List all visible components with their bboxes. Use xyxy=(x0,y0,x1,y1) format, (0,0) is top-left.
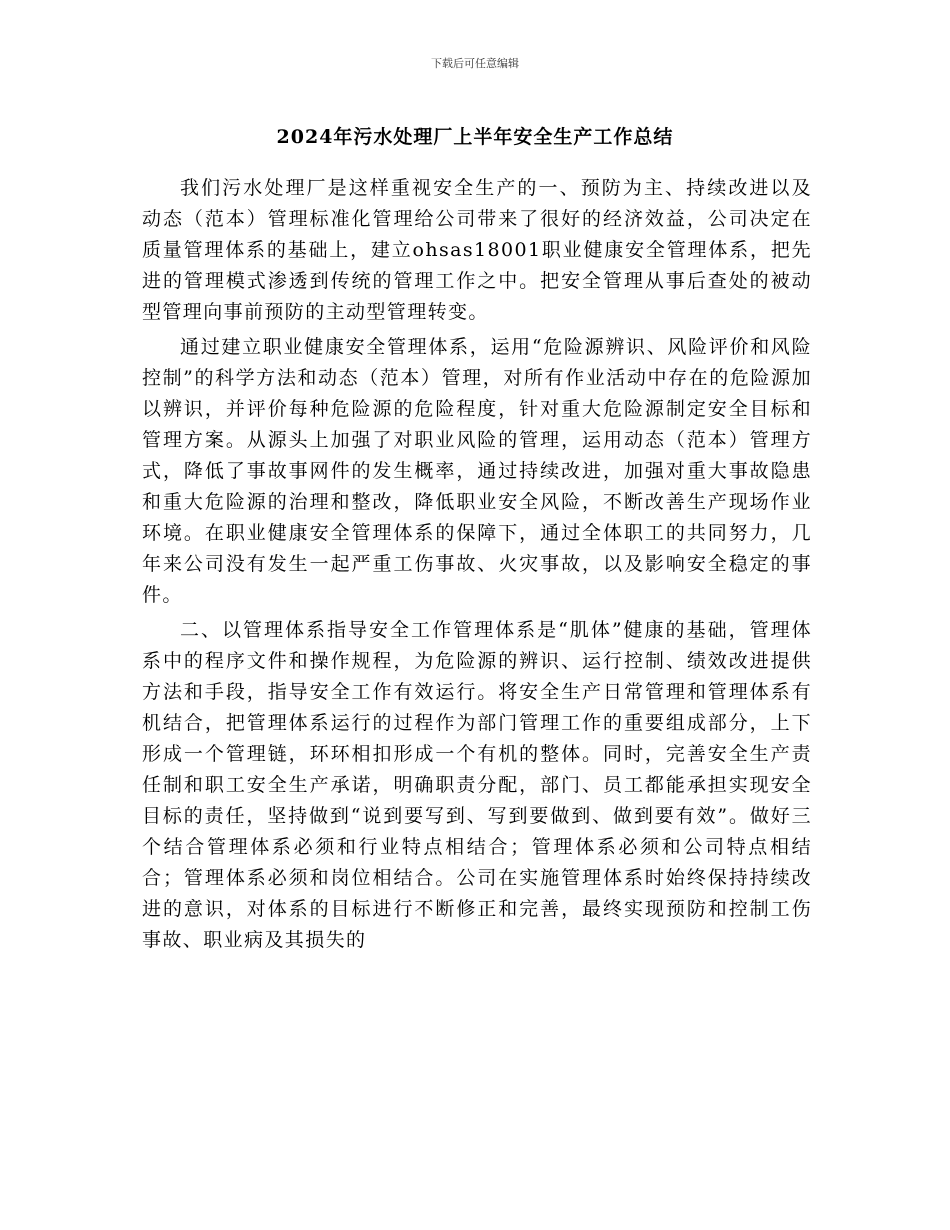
document-title: 2024年污水处理厂上半年安全生产工作总结 xyxy=(276,126,674,148)
paragraph: 通过建立职业健康安全管理体系，运用“危险源辨识、风险评价和风险控制”的科学方法和动态（范本）管理，对所有作业活动中存在的危险源加以辨识，并评价每种危险源的危险程度，针对重大危险源制定安全目标和管理方案。从源头上加强了对职业风险的管理，运用动态（范本）管理方式，降低了事故事网件的发生概率，通过持续改进，加强对重大事故隐患和重大危险源的治理和整改，降低职业安全风险，不断改善生产现场作业环境。在职业健康安全管理体系的保障下，通过全体职工的共同努力，几年来公司没有发生一起严重工伤事故、火灾事故，以及影响安全稳定的事件。 xyxy=(142,336,812,606)
paragraph: 我们污水处理厂是这样重视安全生产的一、预防为主、持续改进以及动态（范本）管理标准化管理给公司带来了很好的经济效益，公司决定在质量管理体系的基础上，建立ohsas18001职业健康安全管理体系，把先进的管理模式渗透到传统的管理工作之中。把安全管理从事后查处的被动型管理向事前预防的主动型管理转变。 xyxy=(142,177,812,323)
paragraph: 二、以管理体系指导安全工作管理体系是“肌体”健康的基础，管理体系中的程序文件和操作规程，为危险源的辨识、运行控制、绩效改进提供方法和手段，指导安全工作有效运行。将安全生产日常管理和管理体系有机结合，把管理体系运行的过程作为部门管理工作的重要组成部分，上下形成一个管理链，环环相扣形成一个有机的整体。同时，完善安全生产责任制和职工安全生产承诺，明确职责分配，部门、员工都能承担实现安全目标的责任，坚持做到“说到要写到、写到要做到、做到要有效”。做好三个结合管理体系必须和行业特点相结合；管理体系必须和公司特点相结合；管理体系必须和岗位相结合。公司在实施管理体系时始终保持持续改进的意识，对体系的目标进行不断修正和完善，最终实现预防和控制工伤事故、职业病及其损失的 xyxy=(142,619,812,951)
download-note: 下载后可任意编辑 xyxy=(431,57,519,70)
document-body xyxy=(142,173,812,960)
